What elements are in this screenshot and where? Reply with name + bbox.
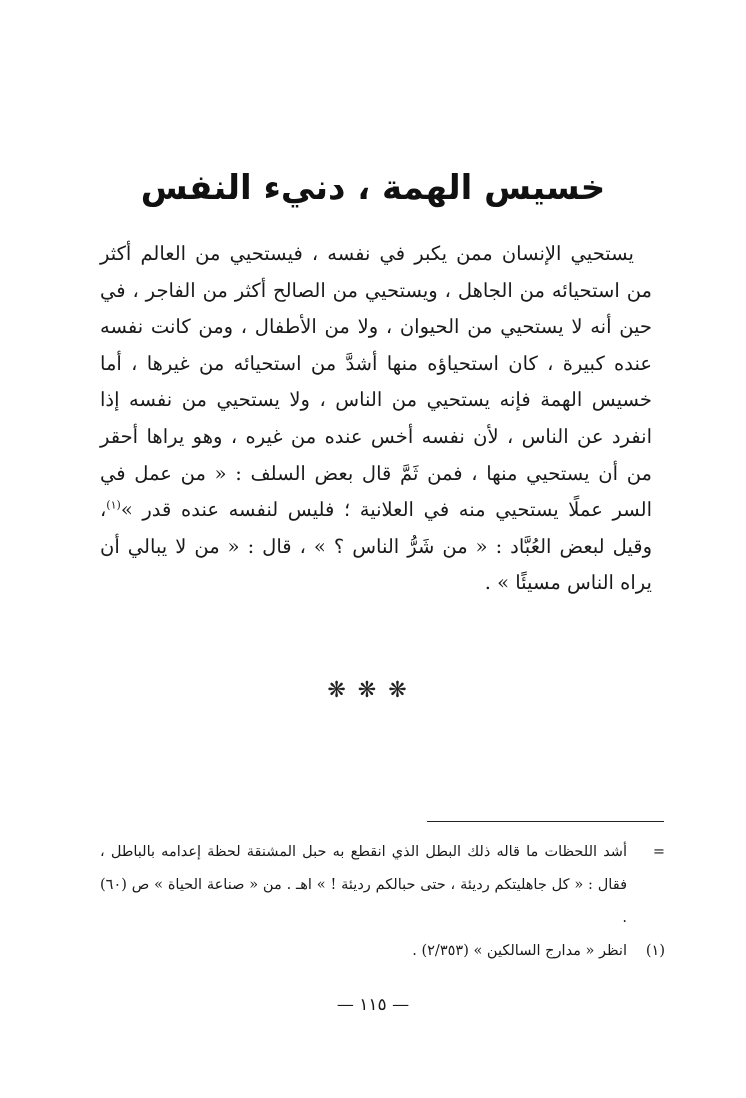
footnote-divider [427, 821, 664, 822]
footnote-1-text: انظر « مدارج السالكين » (٢/٣٥٣) . [412, 943, 627, 959]
footnote-continued [100, 836, 665, 935]
paragraph-text-before-note: يستحيي الإنسان ممن يكبر في نفسه ، فيستحيي من العالم أكثر من استحيائه من الجاهل ، ويستحيي من الصالح أكثر من الفاجر ، في حين أنه لا يستحيي من الحيوان ، ولا من الأطفال ، ومن كانت نفسه عنده كبيرة ، كان استحياؤه منها أشدَّ من استحيائه من غيرها ، أما خسيس الهمة فإنه يستحيي من الناس ، ولا يستحيي من نفسه إذا انفرد عن الناس ، لأن نفسه أخس عنده من غيره ، وهو يراها أحقر من أن يستحيي منها ، فمن ثَمَّ قال بعض السلف : « من عمل في السر عملًا يستحيي منه في العلانية ؛ فليس لنفسه عنده قدر » [100, 242, 652, 522]
page-number: — ١١٥ — [336, 995, 410, 1015]
paragraph-text [100, 236, 652, 602]
footnote-continuation-marker: = [652, 844, 665, 860]
page-title: خسيس الهمة ، دنيء النفس [140, 168, 606, 208]
footnote-reference-1[interactable]: (١) [106, 498, 121, 512]
main-paragraph [100, 236, 652, 602]
footnote-continued-text: أشد اللحظات ما قاله ذلك البطل الذي انقطع به حبل المشنقة لحظة إعدامه بالباطل ، فقال : « كل جاهليتكم رديئة ، حتى حبالكم رديئة ! » اهـ . من « صناعة الحياة » ص (٦٠) . [100, 844, 627, 926]
section-separator: ❋❋❋ [327, 678, 419, 703]
footnotes [100, 836, 665, 968]
paragraph-text-after-note: ، وقيل لبعض العُبَّاد : « من شَرُّ الناس ؟ » ، قال : « من لا يبالي أن يراه الناس مسيئًا » . [100, 498, 652, 595]
footnote-1-marker: (١) [645, 943, 665, 959]
footnote-1 [100, 935, 665, 968]
